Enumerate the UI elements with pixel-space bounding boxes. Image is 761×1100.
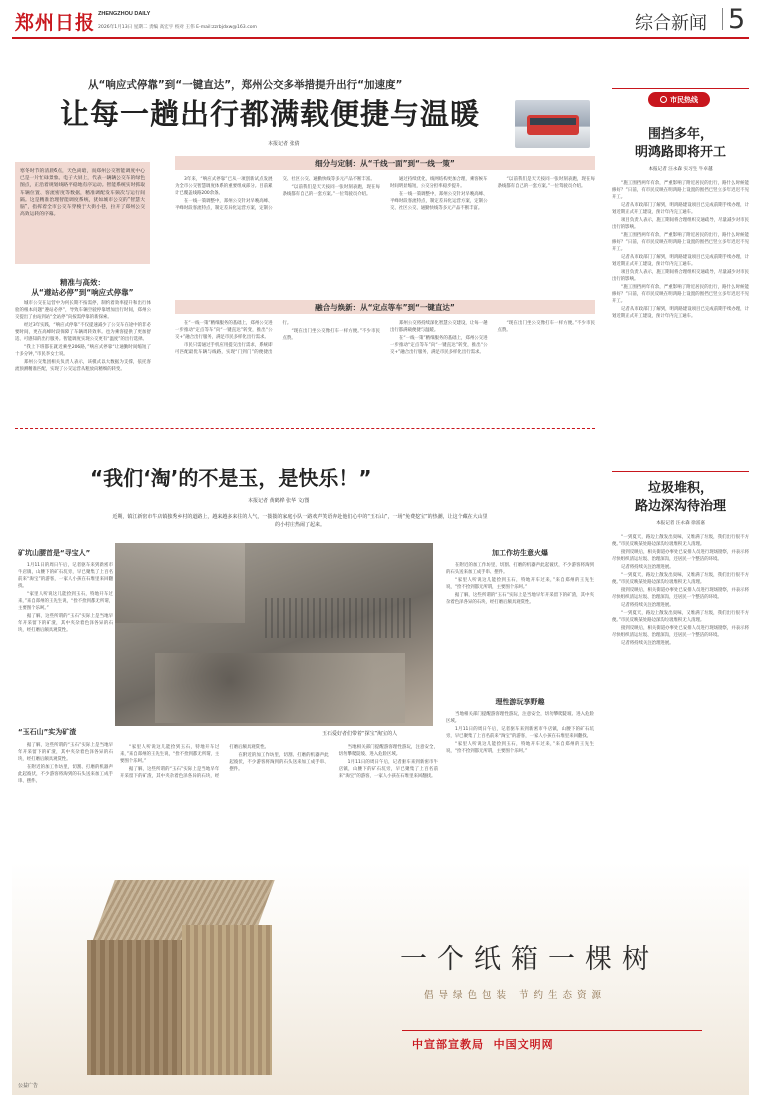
- sidebar-headline-1: 围挡多年， 明鸿路即将开工: [634, 127, 726, 160]
- public-service-ad: [12, 862, 749, 1095]
- paragraph: 市民只需通过手机应用提交出行需求，系统即可匹配最优车辆与线路，实现“门到门”的便捷出行。: [175, 321, 292, 355]
- paragraph: 记者将持续关注治理进展。: [621, 565, 674, 570]
- lead-kicker: 从“响应式停靠”到“一键直达”，郑州公交多举措提升出行“加速度”: [88, 79, 403, 91]
- paragraph: “家里人听说这儿能捡到玉石，特地开车过来，”来自郑州的王先生说，“捡不捡到都无所谓，主要图个乐呵。”: [446, 578, 594, 590]
- paragraph: “施工围挡两年有余，严重影响了附近居民的出行，路什么时候能修好？”日前，有市民反映在明鸿路上设置的围挡已竖立多年迟迟不见开工。: [612, 285, 749, 304]
- lead-subhead-1: 精准与高效： 从“遵站必停”到“响应式停靠”: [31, 278, 134, 297]
- paragraph: 在附近的加工作坊里，切割、打磨的机器声此起彼伏，不少游客将淘到的石头送来加工成手串、摆件。: [18, 765, 113, 784]
- paragraph: 郑州公交将持续深化智慧公交建设，让每一趟出行都满载便捷与温暖。: [390, 321, 488, 333]
- paragraph: 在“一线一策”精细服务的基础上，郑州公交进一步推动“定点等车”向“一键直达”转变，推出“公交+”融合出行服务，满足市民多样化出行需求。: [390, 336, 488, 355]
- paragraph: 据了解，这些所谓的“玉石”实际上是当地早年开采留下的矿渣，其中夹杂着色泽各异的石块，经打磨后颇具观赏性。: [18, 614, 113, 633]
- paragraph: 据了解，这些所谓的“玉石”实际上是当地早年开采留下的矿渣，其中夹杂着色泽各异的石块，经打磨后颇具观赏性。: [120, 745, 269, 779]
- paragraph: 记者从市政部门了解到，明鸿路建设项目已完成前期手续办理，计划近期正式开工建设，预计年内完工通车。: [612, 307, 749, 319]
- paragraph: “以前我们是天天按同一张时刻表跑，现在每条线都有自己的一套方案。”一位驾驶员介绍。: [282, 185, 380, 197]
- quarry-photo: [115, 543, 433, 726]
- feature-body-column-4: [446, 711, 594, 855]
- ad-sponsor-bar: [402, 1030, 702, 1031]
- paragraph: 接到反映后，相关街道办事处已安排人员进行现场勘察，并表示将尽快组织清运垃圾、治理深沟，还居民一个整洁的环境。: [612, 588, 749, 600]
- paragraph: “一到夏天，路边上散发出臭味，又堆满了垃圾，我们出行很不方便。”市民反映某处路边深沟垃圾堆积无人清理。: [612, 573, 749, 585]
- paragraph: 在一线一策调整中，郑州公交针对早晚高峰、平峰时段客流特点，制定差异化运营方案，定制公交、社区公交、通勤快线等多元产品不断丰富。: [390, 192, 488, 211]
- newspaper-english-name: ZHENGZHOU DAILY: [98, 11, 151, 17]
- hotline-badge-label: 市民热线: [670, 95, 698, 104]
- paragraph: 记者将持续关注治理进展。: [621, 641, 674, 646]
- section-title: 综合新闻: [635, 13, 707, 34]
- paragraph: 项目负责人表示，施工期间将合理组织交通疏导，尽量减少对市民出行的影响。: [612, 270, 749, 282]
- paragraph: “家里人听说这儿能捡到玉石，特地开车过来，”来自郑州的王先生说，“捡不捡到都无所谓，主要图个乐呵。”: [446, 742, 594, 754]
- sidebar-divider: [612, 471, 749, 472]
- lead-subhead-3: 融合与焕新：从“定点等车”到“一键直达”: [315, 303, 455, 312]
- masthead: [0, 0, 761, 40]
- paragraph: 通过持续优化，线网结构更加合理，乘客候车时间明显缩短，公交分担率稳步提升。: [390, 177, 488, 189]
- sidebar-body-1: [612, 180, 749, 465]
- paragraph: 接到反映后，相关街道办事处已安排人员进行现场勘察，并表示将尽快组织清运垃圾、治理深沟，还居民一个整洁的环境。: [612, 550, 749, 562]
- crowd-of-visitors: [265, 598, 415, 638]
- paragraph: 1月11日的周日午后，记者驱车来到新密市牛店镇，山腰下的矿石坑旁，早已聚集了上百名前来“淘宝”的游客，一家人小孩在石堆里来回翻找。: [446, 727, 594, 739]
- feature-headline: “我们‘淘’的不是玉，是快乐！”: [90, 466, 372, 490]
- paragraph: 据了解，这些所谓的“玉石”实际上是当地早年开采留下的矿渣，其中夹杂着色泽各异的石块，经打磨后颇具观赏性。: [446, 593, 594, 605]
- ad-label: 公益广告: [18, 1083, 39, 1089]
- quarry-slope: [115, 543, 245, 623]
- paragraph: “一到夏天，路边上散发出臭味，又堆满了垃圾，我们出行很不方便。”市民反映某处路边深沟垃圾堆积无人清理。: [612, 611, 749, 623]
- ad-tagline: 倡导绿色包装 节约生态资源: [424, 990, 607, 1001]
- feature-subhead-3: 加工作坊生意火爆: [492, 549, 548, 557]
- sidebar-top-rule: [612, 88, 749, 89]
- bus-photo: [515, 100, 590, 148]
- paragraph: 记者将持续关注治理进展。: [621, 603, 674, 608]
- lead-subhead-2: 细分与定制：从“千线一面”到“一线一策”: [315, 159, 455, 168]
- hotline-badge: [648, 92, 710, 107]
- paragraph: 记者从市政部门了解到，明鸿路建设项目已完成前期手续办理，计划近期正式开工建设，预计年内完工通车。: [612, 203, 749, 215]
- sidebar-byline-2: 本报记者 汪永森 徐富嘉: [656, 521, 705, 526]
- paragraph: 当地相关部门提醒游客理性游玩，注意安全，切勿攀爬陡坡、进入危险区域。: [338, 745, 438, 757]
- paragraph: 当地相关部门提醒游客理性游玩，注意安全，切勿攀爬陡坡、进入危险区域。: [446, 712, 594, 724]
- paragraph: 接到反映后，相关街道办事处已安排人员进行现场勘察，并表示将尽快组织清运垃圾、治理深沟，还居民一个整洁的环境。: [612, 626, 749, 638]
- feature-body-column-1b: [18, 742, 113, 854]
- paragraph: “我上下班都在就近乘坐206路，”响应式停靠“让通勤时间缩短了十多分钟，”市民李女士说。: [15, 345, 151, 357]
- paragraph: 3年来，“响应式停靠”已从一项创新试点发展为全市公交智慧调度体系的重要组成部分。目前累计已覆盖线路200余条。: [175, 177, 273, 196]
- paragraph: “现在出门坐公交像打车一样方便。”不少市民点赞。: [497, 321, 595, 333]
- feature-body-column-2: [120, 744, 438, 854]
- paragraph: “施工围挡两年有余，严重影响了附近居民的出行，路什么时候能修好？”日前，有市民反映在明鸿路上设置的围挡已竖立多年迟迟不见开工。: [612, 233, 749, 252]
- ad-slogan: 一个纸箱一棵树: [400, 944, 659, 975]
- box-right-side: [182, 925, 272, 1075]
- lead-body-column-2: [175, 176, 595, 294]
- paragraph: 1月11日的周日午后，记者驱车来到新密市牛店镇，山腰下的矿石坑旁，早已聚集了上百名前来“淘宝”的游客，一家人小孩在石堆里来回翻找。: [18, 563, 113, 589]
- paragraph: 据了解，这些所谓的“玉石”实际上是当地早年开采留下的矿渣，其中夹杂着色泽各异的石块，经打磨后颇具观赏性。: [18, 743, 113, 762]
- lead-byline: 本报记者 张倩: [268, 141, 300, 147]
- page-number: 5: [728, 4, 746, 35]
- section-separator: [15, 428, 595, 429]
- feature-body-column-1: [18, 562, 113, 722]
- paragraph: 城市公交在运营中为何长期不按需停，制约着效率提升和出行体验的根本问题“遵站必停”，导致车辆空驶停靠增加出行时间，郑州公交提出了由站到站“全站停”向按需停靠的新探索。: [15, 301, 151, 320]
- newspaper-logo: 郑州日报: [15, 12, 96, 34]
- feature-deck: 近期，镇江新密市牛店镇独秀乡村的道路上，越来越多来往的人气，一拨拨的家庭小队一路欢声笑语奔赴他们心中的“玉石山”，一场“免费挖宝”的热潮，让这个藏在大山里的小村庄热闹了起来。: [112, 514, 488, 528]
- cardboard-box-illustration: [82, 880, 282, 1080]
- lead-body-column-3: [175, 320, 595, 420]
- sidebar-headline-2: 垃圾堆积， 路边深沟待治理: [634, 481, 726, 514]
- feature-byline: 本报记者 黄鹤桦 张华 文/图: [248, 498, 310, 504]
- lead-headline: 让每一趟出行都满载便捷与温暖: [60, 97, 481, 131]
- lead-body-column-1: [15, 300, 151, 455]
- feature-subhead-2: “玉石山”实为矿渣: [18, 728, 77, 736]
- sidebar-body-2: [612, 534, 749, 854]
- paragraph: “以前我们是天天按同一张时刻表跑，现在每条线都有自己的一套方案。”一位驾驶员介绍。: [497, 177, 595, 189]
- feature-photo-caption: 玉石爱好者们带着“探宝”淘宝的人: [322, 731, 398, 737]
- sidebar-byline-1: 本报记者 汪永森 实习生 牛卓越: [648, 167, 713, 172]
- paragraph: 记者从市政部门了解到，明鸿路建设项目已完成前期手续办理，计划近期正式开工建设，预计年内完工通车。: [612, 255, 749, 267]
- ad-sponsors: 中宣部宣教局 中国文明网: [412, 1038, 554, 1051]
- quarry-rubble: [155, 653, 405, 723]
- box-left-side: [87, 940, 182, 1075]
- paragraph: 在附近的加工作坊里，切割、打磨的机器声此起彼伏，不少游客将淘到的石头送来加工成手串、摆件。: [446, 563, 594, 575]
- paragraph: “家里人听说这儿能捡到玉石，特地开车过来，”来自郑州的王先生说，“捡不捡到都无所谓，主要图个乐呵。”: [120, 745, 220, 764]
- paragraph: 在一线一策调整中，郑州公交针对早晚高峰、平峰时段客流特点，制定差异化运营方案，定制公交、社区公交、通勤快线等多元产品不断丰富。: [175, 177, 375, 211]
- feature-body-column-3: [446, 562, 594, 692]
- issue-info-line: 2026年1月13日 星期二 责编 高宏宇 校对 王伟 E-mail:zzrbjdxw@163.com: [98, 25, 258, 30]
- paragraph: “一到夏天，路边上散发出臭味，又堆满了垃圾，我们出行很不方便。”市民反映某处路边深沟垃圾堆积无人清理。: [612, 535, 749, 547]
- paragraph: 经过3年实践，“响应式停靠”不仅提速减少了公交车在途中的非必要时间，更在高峰时段保障了车辆周转效率。也为乘客提供了更加舒适、可感知的出行服务。智能调度实现公交更有“温度”的出行选择。: [15, 323, 151, 342]
- feature-subhead-4: 理性游玩享野趣: [495, 698, 545, 706]
- feature-subhead-1: 矿坑山腰首是“寻宝人”: [18, 549, 91, 557]
- lead-intro-box: [15, 162, 150, 264]
- masthead-rule: [12, 37, 749, 39]
- paragraph: 在附近的加工作坊里，切割、打磨的机器声此起彼伏，不少游客将淘到的石头送来加工成手串、摆件。: [229, 753, 329, 772]
- paragraph: 郑州公交集团相关负责人表示，该模式以大数据为支撑，依托客流预测精准匹配，实现了公交运营从粗放向精细的转变。: [15, 360, 151, 372]
- section-divider: [722, 8, 723, 30]
- paragraph: “施工围挡两年有余，严重影响了附近居民的出行，路什么时候能修好？”日前，有市民反映在明鸿路上设置的围挡已竖立多年迟迟不见开工。: [612, 181, 749, 200]
- bus-windows: [530, 118, 576, 125]
- paragraph: 1月11日的周日午后，记者驱车来到新密市牛店镇，山腰下的矿石坑旁，早已聚集了上百名前来“淘宝”的游客，一家人小孩在石堆里来回翻找。: [338, 760, 438, 779]
- paragraph: 在“一线一策”精细服务的基础上，郑州公交进一步推动“定点等车”向“一键直达”转变，推出“公交+”融合出行服务，满足市民多样化出行需求。: [175, 321, 273, 340]
- paragraph: “现在出门坐公交像打车一样方便。”不少市民点赞。: [282, 329, 380, 341]
- lead-intro-text: 寒冬时节的清晨6点，天色尚暗，而郑州公交智能调度中心已是一片忙碌景象。电子大屏上，代表一辆辆公交车的绿色图点，正沿着规划线路平稳地有序运动。智能系统实时抓取车辆位置、客流密度等数据，精准调配发车频次与运行间隔。这是精准治理智能调度系统，犹如城市公交的“智慧大脑”，指挥着全市公交车穿梭于大街小巷，拉开了郑州公交高效运转的序幕。: [20, 169, 145, 218]
- hotline-icon: [660, 96, 667, 103]
- paragraph: “家里人听说这儿能捡到玉石，特地开车过来，”来自郑州的王先生说，“捡不捡到都无所谓，主要图个乐呵。”: [18, 592, 113, 611]
- paragraph: 项目负责人表示，施工期间将合理组织交通疏导，尽量减少对市民出行的影响。: [612, 218, 749, 230]
